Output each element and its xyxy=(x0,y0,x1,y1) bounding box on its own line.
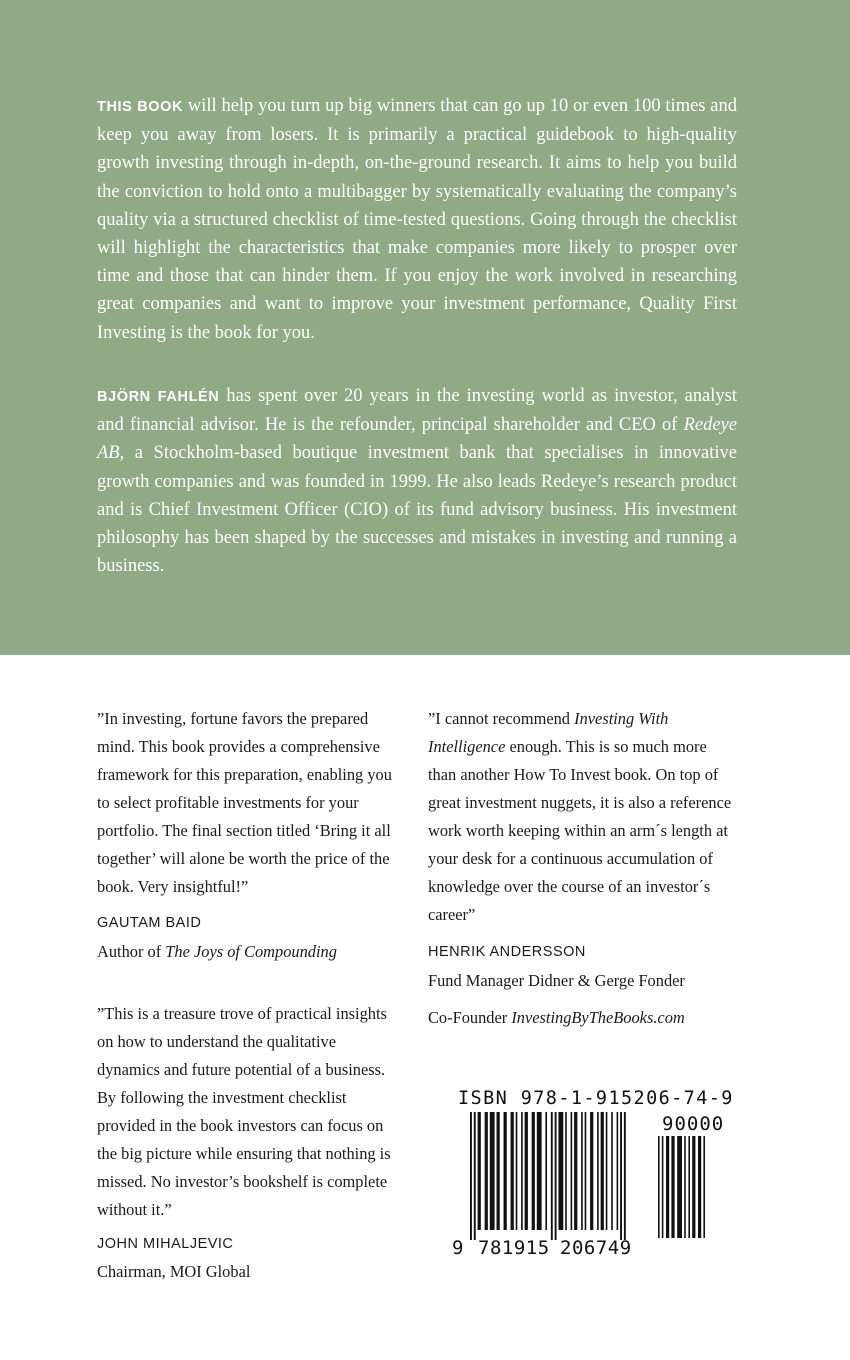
barcode-bar xyxy=(597,1112,599,1230)
barcode-guard-bar xyxy=(474,1112,476,1240)
quote-baid-role-title: The Joys of Compounding xyxy=(165,942,337,961)
barcode-addon-bar xyxy=(662,1136,664,1238)
barcode-bar xyxy=(601,1112,604,1230)
barcode-bar xyxy=(581,1112,583,1230)
quote-andersson-name: HENRIK ANDERSSON xyxy=(428,944,586,960)
barcode-addon-bar xyxy=(703,1136,705,1238)
quote-andersson-text-end: enough. This is so much more than another How To Invest book. On top of great investment nuggets, it is also a reference work worth keeping within an arm´s length at your desk for a continuous accumulation of knowledge over the course of an investor´s career” xyxy=(428,737,732,924)
quote-andersson-role-2-site: InvestingByTheBooks.com xyxy=(511,1008,685,1027)
barcode-addon-bar xyxy=(684,1136,686,1238)
barcode-bar xyxy=(532,1112,535,1230)
barcode-bar xyxy=(490,1112,495,1230)
barcode-bar xyxy=(565,1112,567,1230)
isbn-text: ISBN 978-1-915206-74-9 xyxy=(458,1088,734,1109)
author-bio xyxy=(97,382,737,580)
barcode-bar xyxy=(511,1112,514,1230)
barcode-bar xyxy=(611,1112,613,1230)
author-bio-text-2: , a Stockholm-based boutique investment bank that specialises in innovative growth companies and was founded in 1999. He also leads Redeye’s research product and is Chief Investment Officer (CIO) of its fund advisory business. His investment philosophy has been shaped by the successes and mistakes in investing and running a business. xyxy=(97,443,737,577)
quote-baid-name: GAUTAM BAID xyxy=(97,915,202,931)
barcode-addon-bar xyxy=(677,1136,682,1238)
quote-andersson-role-2 xyxy=(428,1004,685,1032)
quote-andersson-role-1: Fund Manager Didner & Gerge Fonder xyxy=(428,971,685,990)
barcode-bar xyxy=(590,1112,593,1230)
quote-baid-role xyxy=(97,938,337,966)
author-company: Redeye AB xyxy=(97,415,737,464)
barcode-bar xyxy=(571,1112,573,1230)
barcode-guard-bar xyxy=(624,1112,626,1240)
barcode-bar xyxy=(537,1112,542,1230)
barcode-guard-bar xyxy=(620,1112,622,1240)
barcode-addon-bar xyxy=(671,1136,674,1238)
barcode-bar xyxy=(504,1112,507,1230)
barcode-first-digit: 9 xyxy=(452,1237,464,1259)
barcode-bar xyxy=(525,1112,528,1230)
barcode-addon-bar xyxy=(666,1136,669,1238)
quote-mihaljevic-name: JOHN MIHALJEVIC xyxy=(97,1236,234,1252)
barcode-addon-bar xyxy=(658,1136,660,1238)
barcode-bar xyxy=(516,1112,518,1230)
barcode-right-digits: 206749 xyxy=(560,1237,632,1259)
barcode-bar xyxy=(606,1112,608,1230)
book-description-lead: THIS BOOK xyxy=(97,99,184,115)
barcode-bar xyxy=(497,1112,500,1230)
quote-andersson-role-2-prefix: Co-Founder xyxy=(428,1008,508,1027)
barcode-addon-bar xyxy=(698,1136,701,1238)
description-panel xyxy=(0,0,850,655)
barcode-main-bars xyxy=(470,1112,626,1240)
author-bio-text-1: has spent over 20 years in the investing world as investor, analyst and financial advisor. He is the refounder, principal shareholder and CEO of xyxy=(97,386,738,436)
quote-mihaljevic: ”This is a treasure trove of practical insights on how to understand the qualitative dynamics and future potential of a business. By following the investment checklist provided in the book investors can focus on the big picture while ensuring that nothing is missed. No investor’s bookshelf is complete without it.” xyxy=(97,1004,391,1219)
barcode-addon-bars xyxy=(658,1136,705,1238)
book-description-text: will help you turn up big winners that can go up 10 or even 100 times and keep you away from losers. It is primarily a practical guidebook to high-quality growth investing through in-depth, on-the-ground research. It aims to help you build the conviction to hold onto a multibagger by systematically evaluating the company’s quality via a structured checklist of time-tested questions. Going through the checklist will highlight the characteristics that make companies more likely to prosper over time and those that can hinder them. If you enjoy the work involved in researching great companies and want to improve your investment performance, Quality First Investing is the book for you. xyxy=(97,96,737,343)
barcode-bar xyxy=(545,1112,547,1230)
quote-baid-role-prefix: Author of xyxy=(97,942,162,961)
quote-andersson xyxy=(428,705,738,929)
barcode-bar xyxy=(485,1112,488,1230)
quote-andersson-text-start: ”I cannot recommend xyxy=(428,709,570,728)
barcode-bar xyxy=(574,1112,577,1230)
barcode-addon-bar xyxy=(688,1136,690,1238)
barcode-left-digits: 781915 xyxy=(478,1237,550,1259)
barcode-guard-bar xyxy=(551,1112,553,1240)
barcode-guard-bar xyxy=(470,1112,472,1240)
barcode-addon-bar xyxy=(692,1136,695,1238)
quote-andersson-title: Investing With Intelligence xyxy=(428,709,669,756)
barcode-bar xyxy=(617,1112,619,1230)
barcode-bar xyxy=(478,1112,481,1230)
book-description xyxy=(97,92,737,347)
author-name: BJÖRN FAHLÉN xyxy=(97,389,220,405)
barcode-addon-digits: 90000 xyxy=(662,1113,725,1135)
barcode-bar xyxy=(521,1112,523,1230)
quote-baid: ”In investing, fortune favors the prepared mind. This book provides a comprehensive framework for this preparation, enabling you to select profitable investments for your portfolio. The final section titled ‘Bring it all together’ will alone be worth the price of the book. Very insightful!” xyxy=(97,709,392,896)
barcode-bar xyxy=(585,1112,587,1230)
barcode xyxy=(452,1110,747,1262)
barcode-guard-bar xyxy=(555,1112,557,1240)
barcode-graphic xyxy=(452,1110,747,1262)
quote-mihaljevic-role: Chairman, MOI Global xyxy=(97,1262,251,1281)
barcode-bar xyxy=(558,1112,563,1230)
